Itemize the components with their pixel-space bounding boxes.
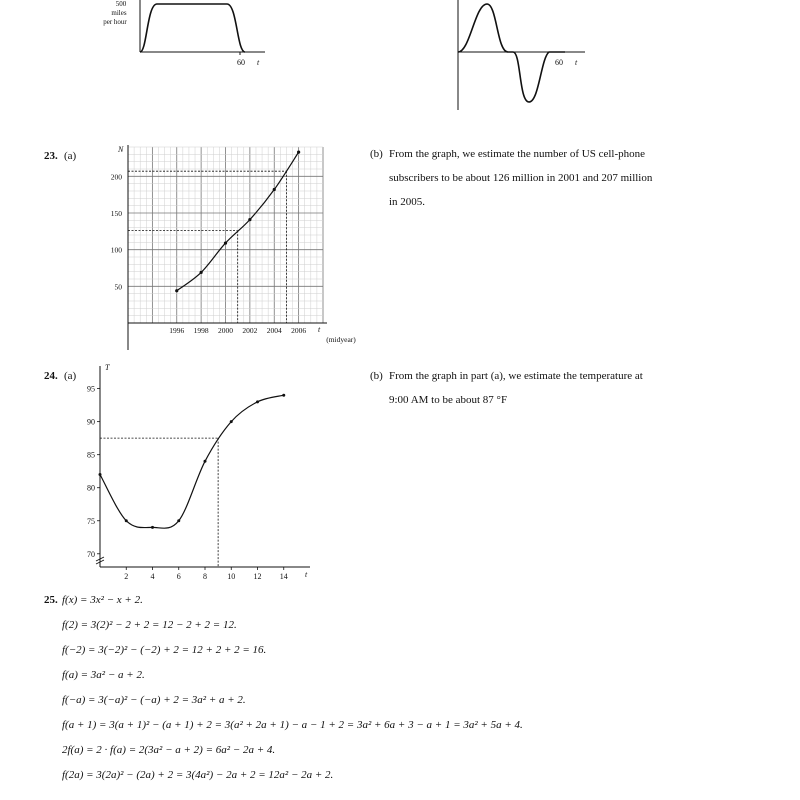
speed-curve — [140, 4, 245, 52]
equation-line-4: f(a) = 3a² − a + 2. — [62, 669, 145, 681]
x-tick-label: 2 — [124, 572, 129, 581]
data-point — [177, 519, 180, 522]
data-point — [175, 289, 178, 292]
data-point — [282, 394, 285, 397]
equation-line-7: 2f(a) = 2 · f(a) = 2(3a² − a + 2) = 6a² − 2a + 4. — [62, 744, 276, 756]
problem-24-part-b-label: (b) — [370, 370, 383, 382]
y-tick-label: 150 — [110, 209, 122, 218]
x-tick-label: 6 — [176, 572, 181, 581]
data-point — [297, 151, 300, 154]
x-tick-label: 1996 — [169, 326, 185, 335]
x-tick-label: 1998 — [193, 326, 209, 335]
equation-line-1: f(x) = 3x² − x + 2. — [62, 594, 143, 606]
y-tick-label: 50 — [114, 282, 122, 292]
equation-line-3: f(−2) = 3(−2)² − (−2) + 2 = 12 + 2 + 2 = 16. — [62, 644, 267, 656]
y-tick-label: 75 — [87, 516, 95, 526]
y-tick-label: 100 — [110, 245, 122, 255]
data-point — [204, 460, 207, 463]
data-point — [248, 218, 251, 221]
y-axis-label: N — [118, 145, 124, 154]
t-axis-label: t — [257, 58, 260, 67]
x-axis-unit: (midyear) — [326, 335, 356, 344]
velocity-graph — [445, 0, 595, 115]
data-point — [125, 519, 128, 522]
data-point — [200, 271, 203, 274]
problem-24-part-a: (a) — [64, 370, 77, 382]
x-tick-label: 2002 — [242, 326, 258, 335]
y-tick-label: 95 — [87, 384, 95, 394]
temperature-chart — [70, 362, 330, 587]
data-point — [99, 473, 102, 476]
data-curve — [100, 395, 284, 528]
cellphone-subscribers-chart — [95, 145, 355, 350]
problem-25-number: 25. — [44, 594, 58, 606]
data-point — [224, 241, 227, 244]
x-tick-label: 2004 — [266, 326, 282, 335]
y-label-line-3: per hour — [103, 18, 127, 26]
x-tick-label: 10 — [227, 572, 236, 581]
equation-line-6: f(a + 1) = 3(a + 1)² − (a + 1) + 2 = 3(a² + 2a + 1) − a − 1 + 2 = 3a² + 6a + 3 − a + 1 = 3a² + 5a + 4. — [62, 719, 523, 731]
x-tick-label: 14 — [279, 572, 288, 581]
data-point — [151, 526, 154, 529]
x-tick-label: 4 — [150, 572, 155, 581]
answer-line-1: From the graph in part (a), we estimate the temperature at — [389, 370, 643, 382]
y-tick-label: 85 — [87, 450, 95, 460]
y-axis-label: T — [105, 363, 110, 372]
y-tick-label: 80 — [87, 483, 95, 493]
problem-23-part-a: (a) — [64, 150, 77, 162]
problem-24-number: 24. — [44, 370, 58, 382]
x-tick-label: 8 — [203, 572, 207, 581]
t-tick-60: 60 — [555, 58, 563, 67]
x-tick-label: 2006 — [291, 326, 307, 335]
equation-line-2: f(2) = 3(2)² − 2 + 2 = 12 − 2 + 2 = 12. — [62, 619, 237, 631]
x-axis-label: t — [318, 325, 321, 334]
speed-graph — [95, 0, 275, 75]
x-axis-label: t — [305, 570, 308, 579]
data-point — [273, 188, 276, 191]
data-point — [230, 420, 233, 423]
y-tick-label: 70 — [87, 549, 95, 559]
t-tick-60: 60 — [237, 58, 245, 67]
equation-line-5: f(−a) = 3(−a)² − (−a) + 2 = 3a² + a + 2. — [62, 694, 246, 706]
problem-23-number: 23. — [44, 150, 58, 162]
problem-23-part-b-label: (b) — [370, 148, 383, 160]
equation-line-8: f(2a) = 3(2a)² − (2a) + 2 = 3(4a²) − 2a + 2 = 12a² − 2a + 2. — [62, 769, 334, 781]
problem-23-answer — [389, 142, 719, 214]
x-tick-label: 2000 — [218, 326, 233, 335]
answer-line-1: From the graph, we estimate the number of US cell-phone — [389, 148, 645, 160]
problem-24-answer — [389, 364, 719, 412]
t-axis-label: t — [575, 58, 578, 67]
y-label-line-1: 500 — [115, 0, 127, 8]
x-tick-label: 12 — [253, 572, 262, 581]
answer-line-2: 9:00 AM to be about 87 °F — [389, 394, 508, 406]
y-tick-label: 200 — [110, 172, 122, 182]
answer-line-3: in 2005. — [389, 196, 426, 208]
answer-line-2: subscribers to be about 126 million in 2001 and 207 million — [389, 172, 653, 184]
data-point — [256, 400, 259, 403]
y-tick-label: 90 — [87, 417, 95, 427]
velocity-curve — [458, 4, 565, 102]
y-label-line-2: miles — [111, 9, 127, 17]
